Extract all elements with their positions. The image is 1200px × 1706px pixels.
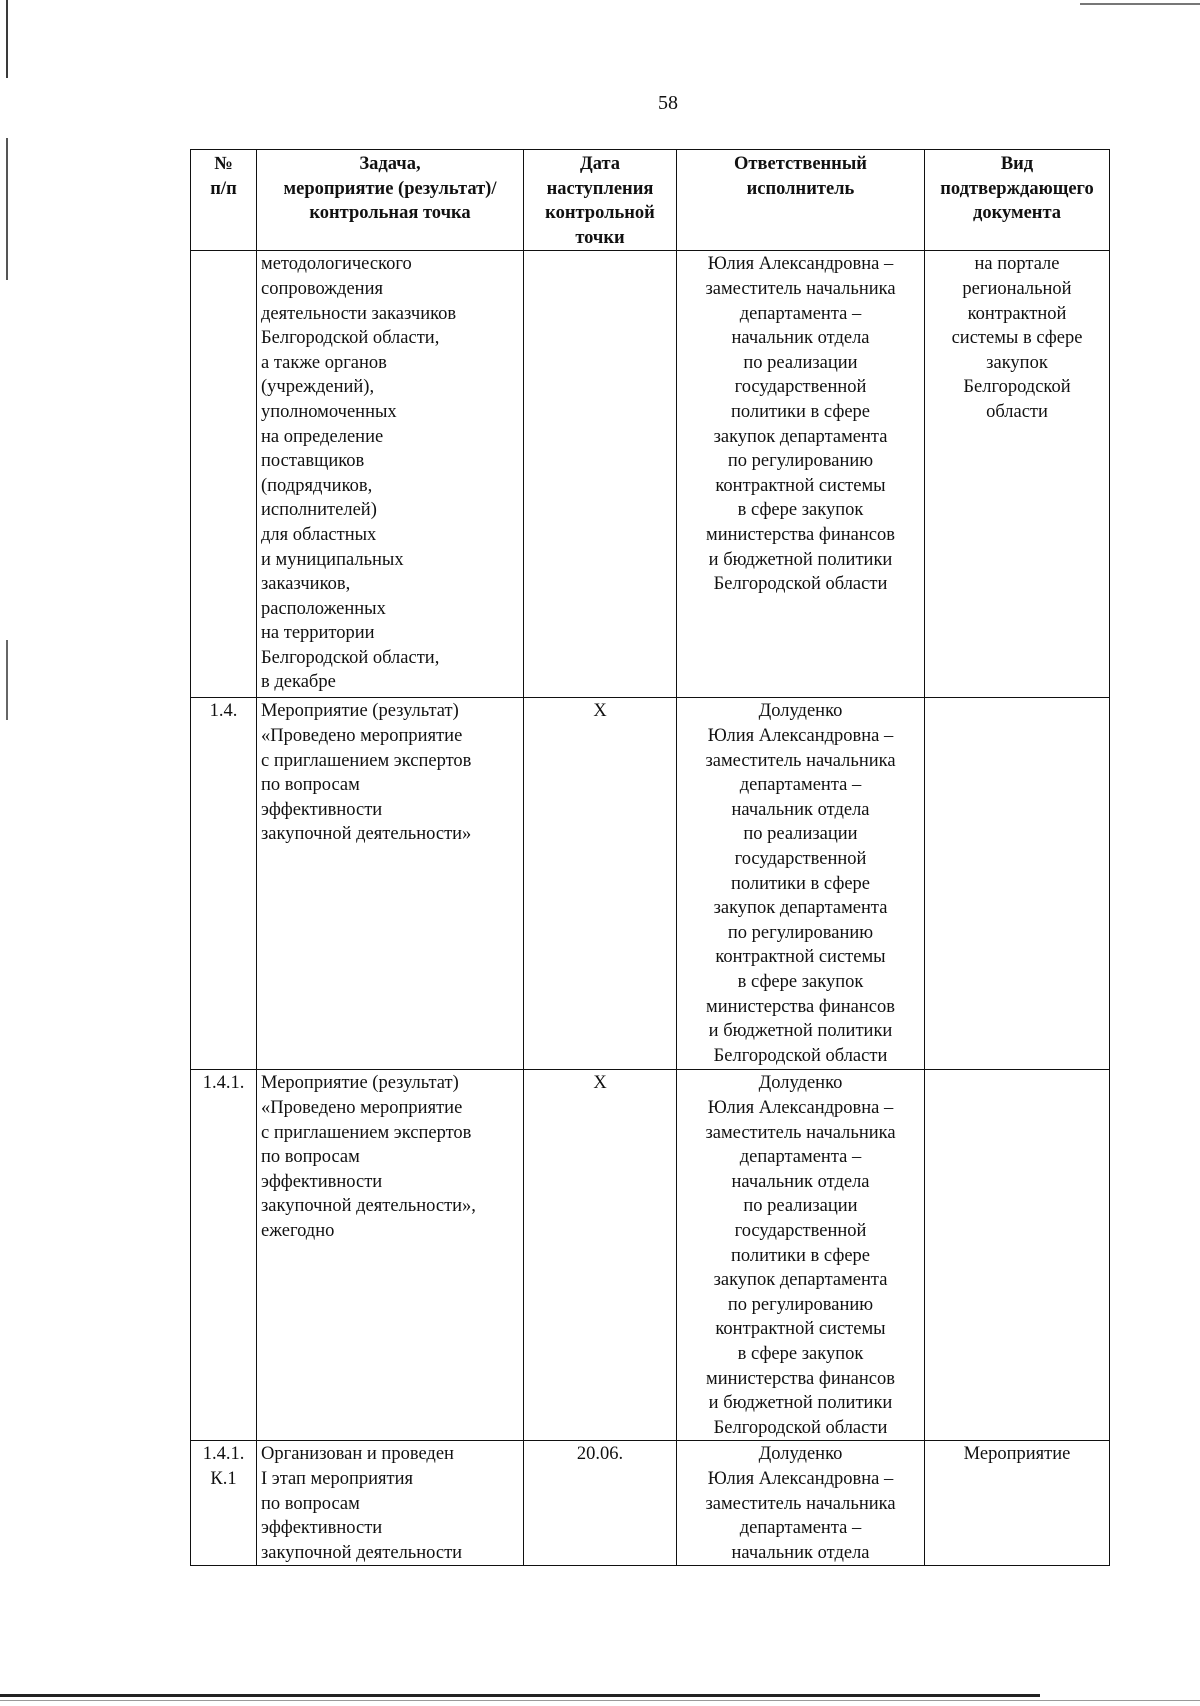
cell-text-line: расположенных [261,598,386,619]
cell-text-line: начальник отдела [731,799,870,820]
cell-text-line: 1.4.1. [202,1444,245,1465]
cell-text-line: по реализации [743,1196,858,1217]
cell-text-line: 1.4. [209,701,238,722]
cell-text-line: Мероприятие (результат) [261,1073,459,1094]
cell-text-line: заказчиков, [261,574,351,595]
cell-text-line: закупок департамента [713,1270,888,1291]
cell-text-line: Задача, [359,154,421,174]
scan-edge-bottom [0,1694,1040,1697]
cell-date [524,1070,677,1441]
cell-text-line: 1.4.1. [202,1073,245,1094]
cell-text-line: по вопросам [261,1493,360,1514]
cell-text-line: «Проведено мероприятие [261,725,463,746]
cell-text-line: исполнитель [746,178,855,199]
cell-text-line: контрактной системы [715,947,886,968]
cell-text-line: Юлия Александровна – [707,725,894,746]
cell-text-line: и муниципальных [261,549,404,570]
cell-text-line: Юлия Александровна – [707,254,894,275]
cell-text-line: № [214,154,233,174]
cell-responsible [677,251,925,698]
cell-text-line: департамента – [739,303,862,324]
cell-text-line: региональной [962,278,1072,299]
plan-table [190,149,1110,1566]
cell-text-line: по вопросам [261,775,360,796]
cell-text-line: в сфере закупок [737,1343,864,1364]
cell-text-line: уполномоченных [261,401,397,422]
cell-text-line: на территории [261,623,375,644]
cell-text-line: закупок департамента [713,898,888,919]
cell-text-line: наступления [546,178,654,199]
cell-text-line: на определение [261,426,384,447]
header-lines [681,152,920,201]
cell-text-line: контрактной системы [715,1319,886,1340]
cell-text-line: министерства финансов [706,1368,895,1389]
cell-text-line: политики в сфере [731,1245,870,1266]
cell-text-line: по вопросам [261,1147,360,1168]
header-number [191,150,257,251]
cell-text-line: области [986,401,1048,422]
cell-text-line: поставщиков [261,451,365,472]
cell-text-line: закупочной деятельности [261,1542,463,1563]
cell-text-line: Юлия Александровна – [707,1468,894,1489]
cell-text-line: политики в сфере [731,873,870,894]
page-number: 58 [658,92,678,114]
cell-text-line: и бюджетной политики [708,549,893,570]
cell-text-line: на портале [974,254,1060,275]
cell-text-line: подтверждающего [940,178,1094,199]
cell-text-line: начальник отдела [731,328,870,349]
cell-date [524,251,677,698]
cell-text-line: начальник отдела [731,1171,870,1192]
cell-text-line: К.1 [210,1468,237,1489]
header-task [257,150,524,251]
cell-document [925,1070,1110,1441]
cell-text-line: Долуденко [758,1073,843,1094]
header-lines [261,152,519,226]
cell-text-line: государственной [734,1220,867,1241]
cell-document [925,698,1110,1070]
cell-text-line: п/п [210,178,237,199]
cell-document [925,251,1110,698]
cell-text-line: по реализации [743,824,858,845]
cell-number [191,1441,257,1566]
cell-text-line: Белгородской [963,377,1071,398]
header-responsible [677,150,925,251]
cell-text-line: методологического [261,254,412,275]
cell-text-line: в декабре [261,672,336,693]
cell-date [524,1441,677,1566]
cell-text-line: системы в сфере [951,328,1083,349]
cell-text-line: департамента – [739,1147,862,1168]
cell-task [257,1441,524,1566]
cell-text-line: заместитель начальника [705,1493,896,1514]
cell-number [191,698,257,1070]
cell-text-line: Белгородской области [713,574,888,595]
cell-number [191,251,257,698]
cell-text-line: точки [575,227,625,248]
cell-text-line: Ответственный [734,154,867,174]
cell-text-line: государственной [734,848,867,869]
cell-text-line: государственной [734,377,867,398]
header-lines [195,152,252,201]
cell-text-line: Долуденко [758,1444,843,1465]
cell-text-line: Х [593,1073,607,1094]
cell-text-line: департамента – [739,1518,862,1539]
cell-text-line: Белгородской области [713,1045,888,1066]
cell-text-line: политики в сфере [731,401,870,422]
cell-text-line: Мероприятие (результат) [261,701,459,722]
cell-task [257,1070,524,1441]
header-date [524,150,677,251]
header-lines [929,152,1105,226]
cell-text-line: заместитель начальника [705,1122,896,1143]
cell-text-line: эффективности [261,799,383,820]
cell-text-line: «Проведено мероприятие [261,1097,463,1118]
cell-document [925,1441,1110,1566]
cell-text-line: контрактной [967,303,1067,324]
cell-text-line: Х [593,701,607,722]
table-header-row [191,150,1110,251]
cell-text-line: Мероприятие [963,1444,1071,1465]
cell-text-line: Белгородской области, [261,328,440,349]
header-document [925,150,1110,251]
cell-text-line: начальник отдела [731,1542,870,1563]
cell-text-line: и бюджетной политики [708,1393,893,1414]
cell-text-line: закупок [986,352,1048,373]
cell-text-line: исполнителей) [261,500,377,521]
cell-text-line: с приглашением экспертов [261,1122,472,1143]
cell-text-line: министерства финансов [706,524,895,545]
cell-text-line: в сфере закупок [737,500,864,521]
table-row [191,1070,1110,1441]
scan-edge-left-lower [6,640,8,720]
cell-text-line: Долуденко [758,701,843,722]
cell-text-line: эффективности [261,1518,383,1539]
cell-text-line: эффективности [261,1171,383,1192]
cell-text-line: в сфере закупок [737,971,864,992]
scan-edge-left-top [6,0,8,78]
cell-text-line: Юлия Александровна – [707,1097,894,1118]
cell-text-line: по регулированию [727,1294,874,1315]
cell-text-line: по реализации [743,352,858,373]
cell-text-line: I этап мероприятия [261,1468,414,1489]
cell-text-line: сопровождения [261,278,383,299]
cell-text-line: закупочной деятельности», [261,1196,476,1217]
cell-text-line: документа [972,203,1062,224]
cell-text-line: контрактной системы [715,475,886,496]
cell-text-line: заместитель начальника [705,278,896,299]
cell-responsible [677,1070,925,1441]
cell-task [257,698,524,1070]
cell-responsible [677,698,925,1070]
cell-text-line: а также органов [261,352,387,373]
cell-text-line: Белгородской области [713,1417,888,1438]
cell-date [524,698,677,1070]
cell-text-line: с приглашением экспертов [261,750,472,771]
header-lines [528,152,672,250]
cell-responsible [677,1441,925,1566]
scan-edge-bottom-thin [0,1700,1200,1701]
cell-text-line: закупочной деятельности» [261,824,472,845]
cell-text-line: для областных [261,524,377,545]
cell-text-line: Дата [579,154,621,174]
scan-edge-left-middle [6,138,8,280]
table-row [191,251,1110,698]
cell-text-line: Организован и проведен [261,1444,454,1465]
scan-edge-top-right [1080,3,1200,5]
cell-text-line: департамента – [739,775,862,796]
cell-text-line: мероприятие (результат)/ [283,178,497,199]
cell-text-line: (учреждений), [261,377,375,398]
cell-text-line: 20.06. [576,1444,624,1465]
cell-text-line: заместитель начальника [705,750,896,771]
cell-text-line: контрольная точка [309,203,471,224]
table-row [191,698,1110,1070]
cell-text-line: (подрядчиков, [261,475,373,496]
cell-text-line: по регулированию [727,922,874,943]
cell-text-line: Белгородской области, [261,647,440,668]
cell-number [191,1070,257,1441]
cell-text-line: министерства финансов [706,996,895,1017]
cell-task [257,251,524,698]
cell-text-line: и бюджетной политики [708,1021,893,1042]
cell-text-line: закупок департамента [713,426,888,447]
cell-text-line: по регулированию [727,451,874,472]
table-row [191,1441,1110,1566]
cell-text-line: Вид [1000,154,1034,174]
cell-text-line: ежегодно [261,1220,335,1241]
cell-text-line: контрольной [545,203,655,224]
cell-text-line: деятельности заказчиков [261,303,457,324]
